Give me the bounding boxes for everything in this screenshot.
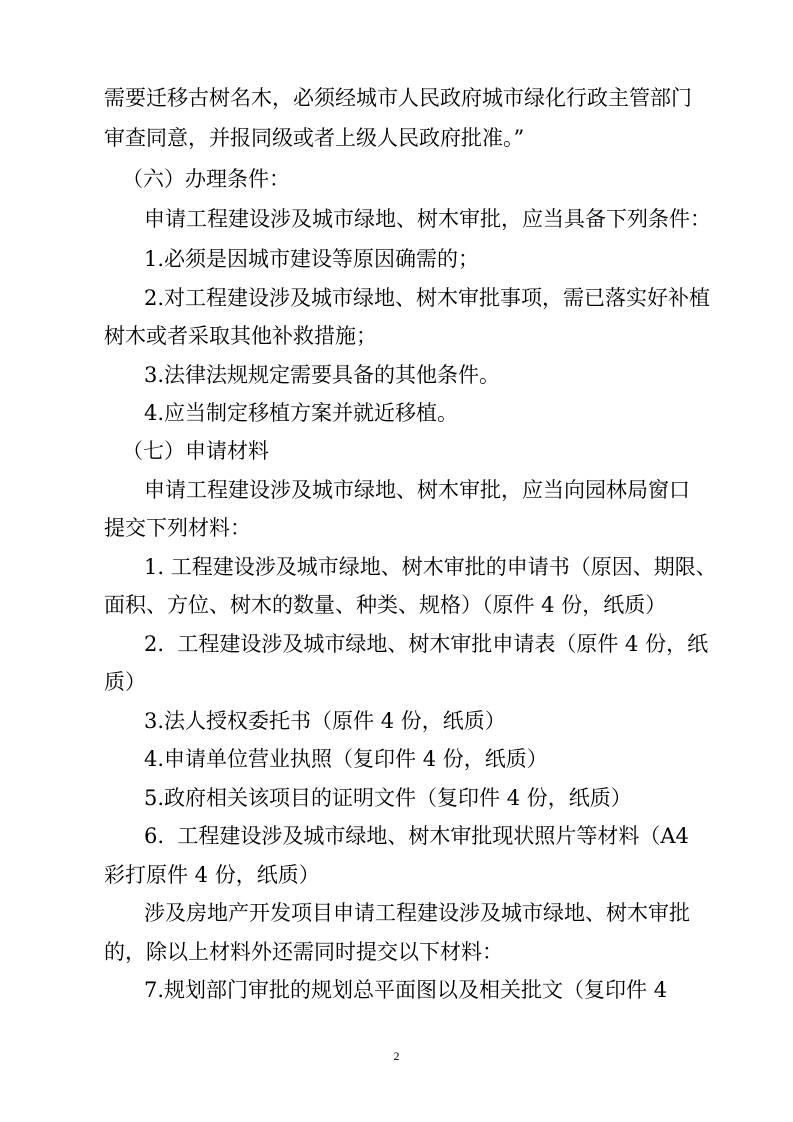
section-heading-seven: （七）申请材料 <box>122 439 269 463</box>
list-item: 6. 工程建设涉及城市绿地、树木审批现状照片等材料（A4 <box>144 824 689 848</box>
list-item: 1.必须是因城市建设等原因确需的； <box>144 247 480 271</box>
text-line: 的，除以上材料外还需同时提交以下材料： <box>104 940 503 964</box>
text-line: 需要迁移古树名木，必须经城市人民政府城市绿化行政主管部门 <box>104 86 692 110</box>
text-line: 彩打原件 4 份，纸质） <box>104 863 320 887</box>
text-line: 申请工程建设涉及城市绿地、树木审批，应当向园林局窗口 <box>144 478 690 502</box>
text-line: 审查同意，并报同级或者上级人民政府批准。” <box>104 126 525 150</box>
text-line: 提交下列材料： <box>104 516 251 540</box>
list-item: 3.法人授权委托书（原件 4 份，纸质） <box>144 709 506 733</box>
text-line: 申请工程建设涉及城市绿地、树木审批，应当具备下列条件： <box>144 207 711 231</box>
list-item: 4.应当制定移植方案并就近移植。 <box>144 401 459 425</box>
list-item: 3.法律法规规定需要具备的其他条件。 <box>144 363 501 387</box>
list-item: 2.对工程建设涉及城市绿地、树木审批事项，需已落实好补植 <box>144 286 711 310</box>
section-heading-six: （六）办理条件： <box>122 167 290 191</box>
list-item: 7.规划部门审批的规划总平面图以及相关批文（复印件 4 <box>144 978 668 1002</box>
text-line: 面积、方位、树木的数量、种类、规格）（原件 4 份，纸质） <box>104 593 667 617</box>
text-line: 质） <box>104 670 146 694</box>
text-line: 树木或者采取其他补救措施； <box>104 324 377 348</box>
list-item: 4.申请单位营业执照（复印件 4 份，纸质） <box>144 747 548 771</box>
list-item: 1. 工程建设涉及城市绿地、树木审批的申请书（原因、期限、 <box>144 555 717 579</box>
list-item: 5.政府相关该项目的证明文件（复印件 4 份，纸质） <box>144 786 632 810</box>
list-item: 2. 工程建设涉及城市绿地、树木审批申请表（原件 4 份，纸 <box>144 632 709 656</box>
text-line: 涉及房地产开发项目申请工程建设涉及城市绿地、树木审批 <box>144 901 690 925</box>
page-number: 2 <box>393 1049 400 1063</box>
